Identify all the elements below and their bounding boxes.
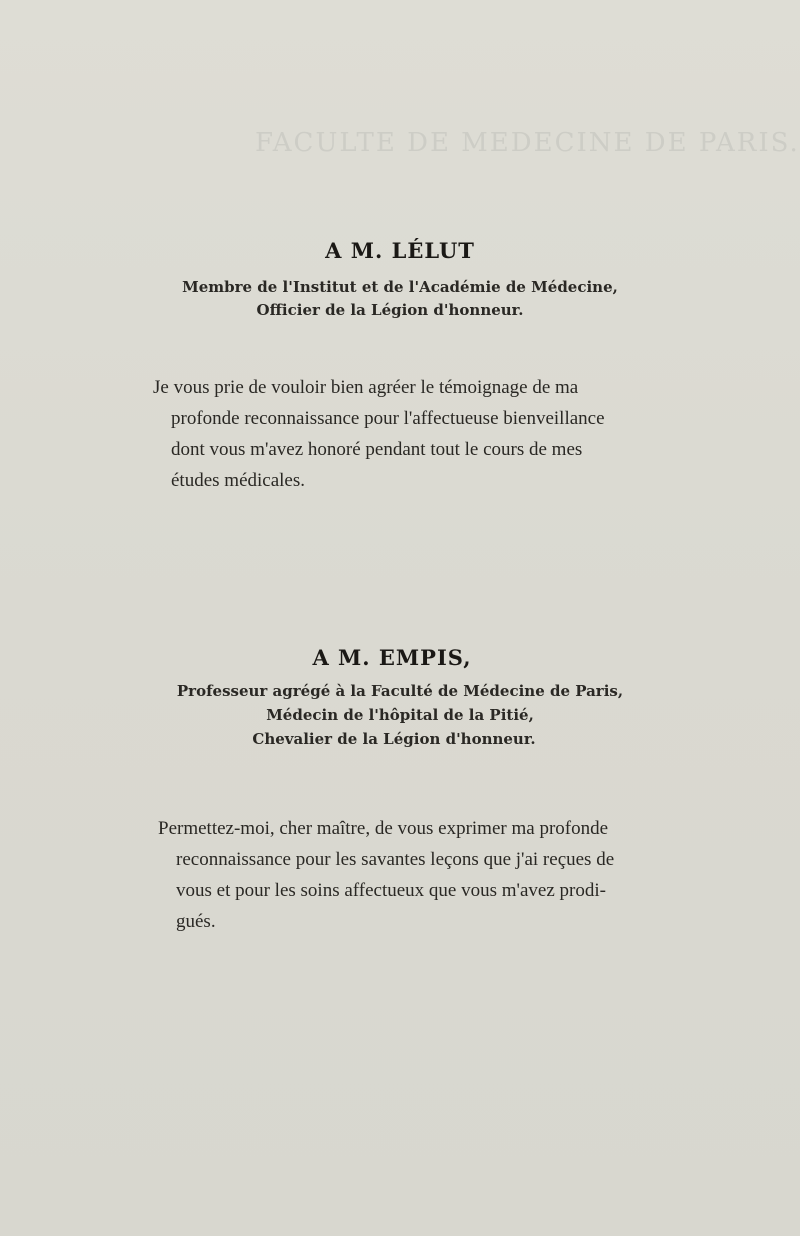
dedication-1-heading: A M. LÉLUT (325, 238, 475, 263)
dedication-2-heading: A M. EMPIS, (312, 645, 472, 670)
dedication-1-line-1: Je vous prie de vouloir bien agréer le témoignage de ma (153, 377, 579, 398)
dedication-2-title-2: Médecin de l'hôpital de la Pitié, (266, 706, 534, 724)
dedication-2-title-3: Chevalier de la Légion d'honneur. (252, 730, 536, 748)
dedication-2-line-1: Permettez-moi, cher maître, de vous exprimer ma profonde (158, 818, 609, 839)
dedication-2-line-3: vous et pour les soins affectueux que vous m'avez prodi- (176, 880, 606, 901)
show-through-text: FACULTE DE MEDECINE DE PARIS. (255, 128, 800, 158)
dedication-2-line-2: reconnaissance pour les savantes leçons que j'ai reçues de (176, 849, 615, 870)
dedication-1-line-4: études médicales. (171, 470, 306, 491)
dedication-1-title-2: Officier de la Légion d'honneur. (256, 301, 524, 319)
dedication-1-title-1: Membre de l'Institut et de l'Académie de Médecine, (182, 278, 618, 296)
dedication-1-line-3: dont vous m'avez honoré pendant tout le cours de mes (171, 439, 583, 460)
dedication-2-line-4: gués. (176, 911, 216, 932)
dedication-1-line-2: profonde reconnaissance pour l'affectueuse bienveillance (171, 408, 605, 429)
dedication-2-title-1: Professeur agrégé à la Faculté de Médecine de Paris, (176, 682, 624, 700)
